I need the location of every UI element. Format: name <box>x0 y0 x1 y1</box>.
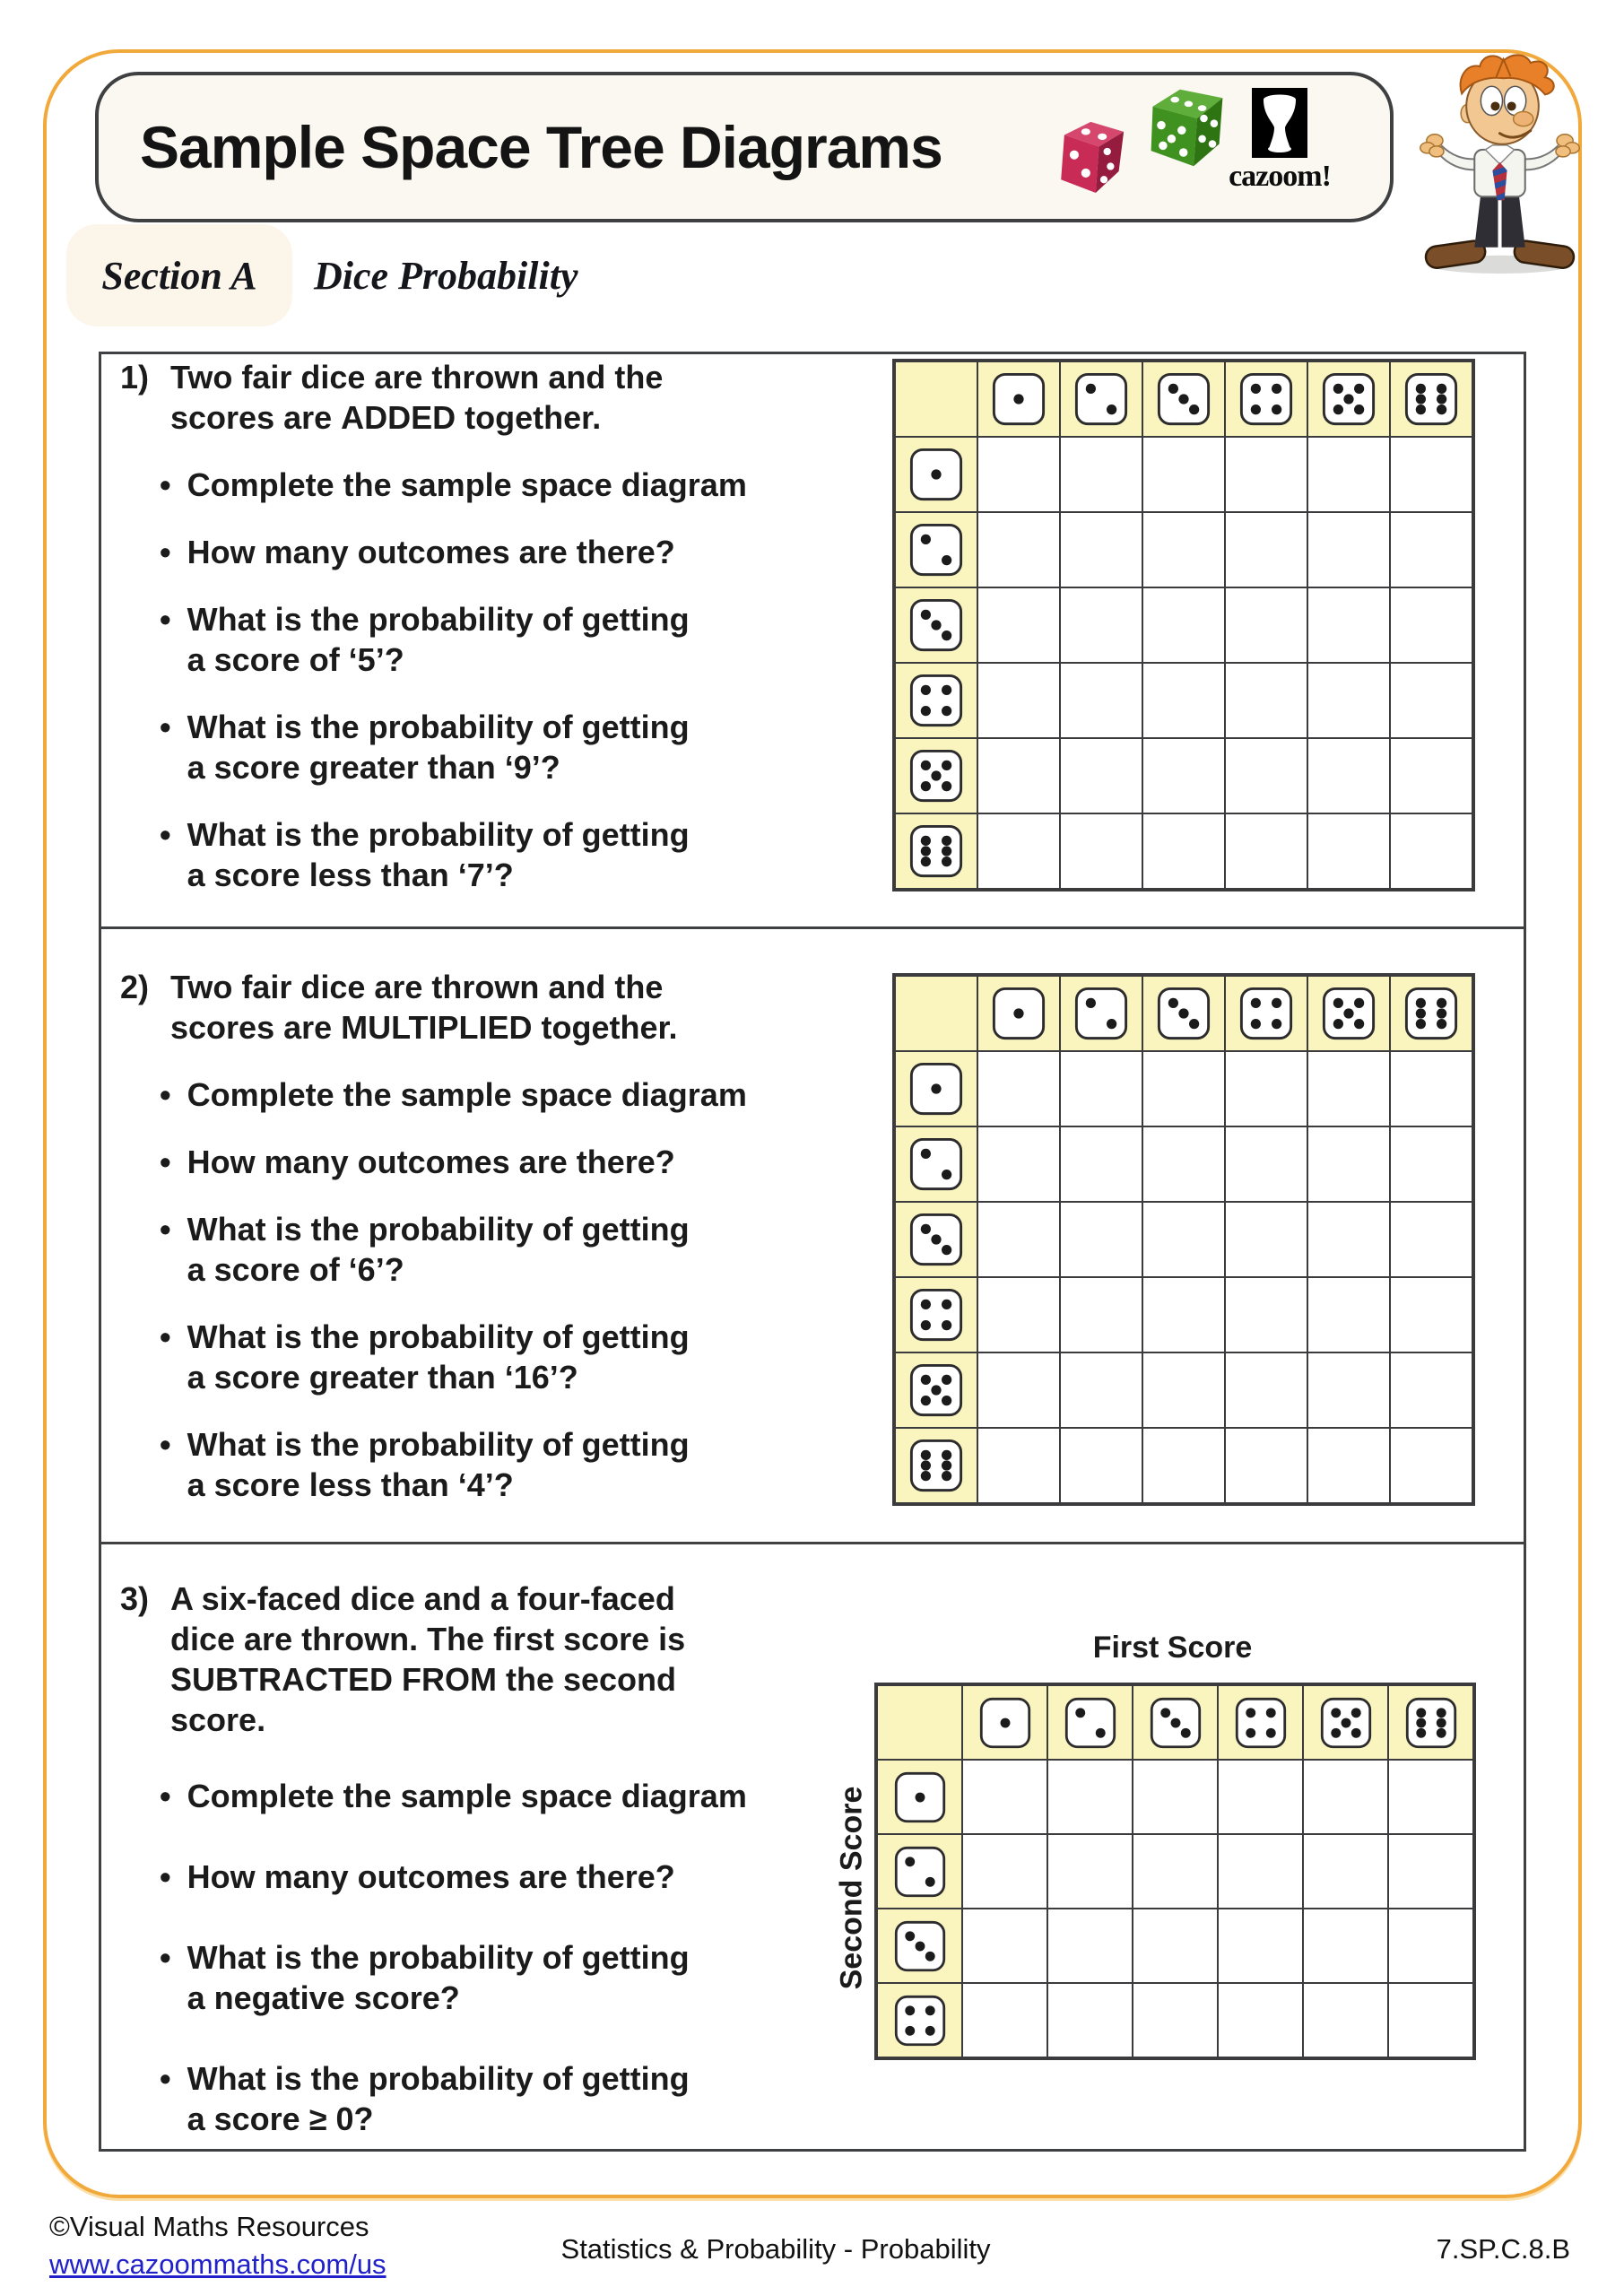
answer-cell-3-5 <box>1307 587 1390 663</box>
row-header-die-1 <box>895 1051 977 1126</box>
die-4-icon <box>1238 371 1294 427</box>
answer-cell-4-2 <box>1060 1277 1142 1352</box>
die-3-icon <box>1156 371 1211 427</box>
die-6-icon <box>1404 1696 1458 1750</box>
grid-corner-cell <box>877 1685 962 1760</box>
mascot-character <box>1408 52 1592 278</box>
row-header-die-5 <box>895 1352 977 1428</box>
answer-cell-2-1 <box>977 512 1060 587</box>
answer-cell-3-3 <box>1133 1909 1218 1983</box>
die-1-icon <box>991 371 1046 427</box>
answer-cell-4-4 <box>1225 1277 1307 1352</box>
answer-cell-4-1 <box>962 1983 1047 2057</box>
q1-bullet-4: • What is the probability of getting a score greater than ‘9’? <box>160 709 690 786</box>
answer-cell-4-6 <box>1390 663 1472 738</box>
answer-cell-1-5 <box>1303 1760 1388 1834</box>
answer-cell-1-5 <box>1307 1051 1390 1126</box>
die-5-icon <box>1321 986 1376 1041</box>
die-6-icon <box>1403 371 1459 427</box>
answer-cell-1-2 <box>1047 1760 1133 1834</box>
row-header-die-4 <box>895 1277 977 1352</box>
answer-cell-3-6 <box>1390 1202 1472 1277</box>
answer-cell-3-4 <box>1218 1909 1303 1983</box>
col-header-die-4 <box>1218 1685 1303 1760</box>
answer-cell-4-6 <box>1388 1983 1473 2057</box>
die-2-icon <box>893 1845 947 1899</box>
answer-cell-6-3 <box>1142 1428 1225 1503</box>
answer-cell-2-4 <box>1225 512 1307 587</box>
q3-bullet-2: • How many outcomes are there? <box>160 1858 675 1895</box>
die-4-icon <box>908 673 964 728</box>
q3-bullet-4: • What is the probability of getting a score ≥ 0? <box>160 2060 690 2137</box>
answer-cell-6-3 <box>1142 813 1225 889</box>
die-2-icon <box>1064 1696 1117 1750</box>
footer-topic: Statistics & Probability - Probability <box>560 2233 991 2265</box>
answer-cell-1-4 <box>1225 1051 1307 1126</box>
section-title: Dice Probability <box>314 253 578 298</box>
row-header-die-1 <box>895 437 977 512</box>
answer-cell-6-4 <box>1225 813 1307 889</box>
question-1-statement: 1) Two fair dice are thrown and the scores are ADDED together. <box>120 359 664 436</box>
answer-cell-2-2 <box>1060 1126 1142 1202</box>
answer-cell-6-5 <box>1307 1428 1390 1503</box>
q3-bullet-1: • Complete the sample space diagram <box>160 1778 747 1814</box>
answer-cell-3-5 <box>1307 1202 1390 1277</box>
answer-cell-3-5 <box>1303 1909 1388 1983</box>
q1-sample-space-grid <box>892 359 1475 891</box>
answer-cell-1-2 <box>1060 1051 1142 1126</box>
answer-cell-3-3 <box>1142 1202 1225 1277</box>
row-header-die-2 <box>895 512 977 587</box>
q1-bullet-2: • How many outcomes are there? <box>160 534 675 570</box>
answer-cell-3-1 <box>962 1909 1047 1983</box>
answer-cell-3-1 <box>977 1202 1060 1277</box>
question-2-statement: 2) Two fair dice are thrown and the scores are MULTIPLIED together. <box>120 969 678 1046</box>
answer-cell-2-3 <box>1142 512 1225 587</box>
die-6-icon <box>908 823 964 879</box>
question-2-number: 2) <box>120 969 150 1005</box>
q2-bullet-2: • How many outcomes are there? <box>160 1144 675 1180</box>
dice-illustration <box>1051 79 1244 213</box>
die-2-icon <box>908 1136 964 1192</box>
q3-bullet-3: • What is the probability of getting a negative score? <box>160 1939 690 2016</box>
row-header-die-4 <box>895 663 977 738</box>
col-header-die-3 <box>1133 1685 1218 1760</box>
answer-cell-1-4 <box>1218 1760 1303 1834</box>
answer-cell-1-6 <box>1388 1760 1473 1834</box>
answer-cell-2-2 <box>1060 512 1142 587</box>
answer-cell-3-4 <box>1225 1202 1307 1277</box>
grid-corner-cell <box>895 361 977 437</box>
q2-bullet-4: • What is the probability of getting a score greater than ‘16’? <box>160 1318 690 1396</box>
answer-cell-3-4 <box>1225 587 1307 663</box>
answer-cell-4-3 <box>1142 1277 1225 1352</box>
die-1-icon <box>893 1770 947 1824</box>
answer-cell-6-2 <box>1060 813 1142 889</box>
answer-cell-6-1 <box>977 813 1060 889</box>
answer-cell-5-4 <box>1225 1352 1307 1428</box>
col-header-die-5 <box>1303 1685 1388 1760</box>
row-header-die-3 <box>877 1909 962 1983</box>
answer-cell-6-5 <box>1307 813 1390 889</box>
answer-cell-2-5 <box>1303 1834 1388 1909</box>
col-header-die-5 <box>1307 976 1390 1051</box>
col-header-die-4 <box>1225 361 1307 437</box>
col-header-die-6 <box>1390 976 1472 1051</box>
answer-cell-6-1 <box>977 1428 1060 1503</box>
die-3-icon <box>1149 1696 1203 1750</box>
answer-cell-4-5 <box>1307 663 1390 738</box>
die-4-icon <box>1234 1696 1288 1750</box>
cazoommaths-link[interactable]: www.cazoommaths.com/us <box>49 2248 386 2280</box>
answer-cell-2-3 <box>1133 1834 1218 1909</box>
answer-cell-6-6 <box>1390 1428 1472 1503</box>
die-2-icon <box>908 522 964 578</box>
question-3-statement: 3) A six-faced dice and a four-faced dice are thrown. The first score is SUBTRACTED FROM the second score. <box>120 1580 686 1738</box>
q1-bullet-3: • What is the probability of getting a score of ‘5’? <box>160 601 690 678</box>
answer-cell-2-1 <box>962 1834 1047 1909</box>
answer-cell-2-2 <box>1047 1834 1133 1909</box>
answer-cell-1-6 <box>1390 1051 1472 1126</box>
answer-cell-6-2 <box>1060 1428 1142 1503</box>
answer-cell-2-4 <box>1218 1834 1303 1909</box>
answer-cell-6-4 <box>1225 1428 1307 1503</box>
grid-corner-cell <box>895 976 977 1051</box>
question-1 <box>120 357 882 895</box>
answer-cell-6-6 <box>1390 813 1472 889</box>
first-score-label: First Score <box>1092 1631 1253 1665</box>
answer-cell-4-3 <box>1142 663 1225 738</box>
divider-q1-q2 <box>101 926 1524 929</box>
page-title: Sample Space Tree Diagrams <box>140 114 942 180</box>
answer-cell-5-1 <box>977 738 1060 813</box>
answer-cell-1-5 <box>1307 437 1390 512</box>
row-header-die-5 <box>895 738 977 813</box>
die-6-icon <box>1403 986 1459 1041</box>
answer-cell-5-6 <box>1390 738 1472 813</box>
copyright-text: ©Visual Maths Resources <box>49 2211 369 2242</box>
die-1-icon <box>908 447 964 502</box>
die-3-icon <box>908 1212 964 1267</box>
answer-cell-5-5 <box>1307 738 1390 813</box>
answer-cell-3-6 <box>1388 1909 1473 1983</box>
row-header-die-2 <box>877 1834 962 1909</box>
col-header-die-1 <box>977 976 1060 1051</box>
answer-cell-1-3 <box>1142 437 1225 512</box>
q1-bullet-1: • Complete the sample space diagram <box>160 466 747 503</box>
die-1-icon <box>991 986 1046 1041</box>
question-3 <box>120 1578 882 2139</box>
answer-cell-1-1 <box>977 437 1060 512</box>
answer-cell-5-3 <box>1142 1352 1225 1428</box>
col-header-die-1 <box>977 361 1060 437</box>
answer-cell-2-4 <box>1225 1126 1307 1202</box>
die-3-icon <box>893 1919 947 1973</box>
q1-bullet-5: • What is the probability of getting a score less than ‘7’? <box>160 816 690 893</box>
answer-cell-4-5 <box>1307 1277 1390 1352</box>
answer-cell-3-6 <box>1390 587 1472 663</box>
answer-cell-2-6 <box>1388 1834 1473 1909</box>
answer-cell-1-3 <box>1133 1760 1218 1834</box>
die-5-icon <box>1319 1696 1373 1750</box>
answer-cell-5-2 <box>1060 1352 1142 1428</box>
q3-sample-space-grid <box>874 1683 1476 2060</box>
question-1-number: 1) <box>120 359 150 396</box>
answer-cell-2-6 <box>1390 1126 1472 1202</box>
die-3-icon <box>1156 986 1211 1041</box>
question-2 <box>120 967 882 1505</box>
row-header-die-3 <box>895 587 977 663</box>
answer-cell-5-5 <box>1307 1352 1390 1428</box>
die-1-icon <box>908 1061 964 1117</box>
die-5-icon <box>908 1362 964 1418</box>
q2-sample-space-grid <box>892 973 1475 1506</box>
die-4-icon <box>1238 986 1294 1041</box>
row-header-die-6 <box>895 1428 977 1503</box>
answer-cell-1-6 <box>1390 437 1472 512</box>
col-header-die-5 <box>1307 361 1390 437</box>
answer-cell-4-2 <box>1060 663 1142 738</box>
col-header-die-3 <box>1142 976 1225 1051</box>
answer-cell-2-5 <box>1307 1126 1390 1202</box>
answer-cell-5-6 <box>1390 1352 1472 1428</box>
answer-cell-4-6 <box>1390 1277 1472 1352</box>
row-header-die-3 <box>895 1202 977 1277</box>
die-5-icon <box>1321 371 1376 427</box>
col-header-die-2 <box>1060 976 1142 1051</box>
col-header-die-2 <box>1047 1685 1133 1760</box>
die-2-icon <box>1073 371 1129 427</box>
section-label: Section A <box>101 253 257 298</box>
die-6-icon <box>908 1438 964 1493</box>
section-label-pill <box>66 224 292 326</box>
answer-cell-2-3 <box>1142 1126 1225 1202</box>
answer-cell-3-3 <box>1142 587 1225 663</box>
answer-cell-4-2 <box>1047 1983 1133 2057</box>
row-header-die-6 <box>895 813 977 889</box>
answer-cell-5-4 <box>1225 738 1307 813</box>
q2-bullet-1: • Complete the sample space diagram <box>160 1076 747 1113</box>
row-header-die-4 <box>877 1983 962 2057</box>
second-score-label: Second Score <box>834 1786 869 1990</box>
die-5-icon <box>908 748 964 804</box>
col-header-die-6 <box>1388 1685 1473 1760</box>
answer-cell-5-1 <box>977 1352 1060 1428</box>
answer-cell-3-2 <box>1047 1909 1133 1983</box>
answer-cell-4-4 <box>1225 663 1307 738</box>
divider-q2-q3 <box>101 1542 1524 1544</box>
die-2-icon <box>1073 986 1129 1041</box>
row-header-die-1 <box>877 1760 962 1834</box>
answer-cell-4-5 <box>1303 1983 1388 2057</box>
cazoom-logo <box>1221 88 1338 194</box>
answer-cell-4-1 <box>977 1277 1060 1352</box>
footer-standard-code: 7.SP.C.8.B <box>1436 2233 1570 2265</box>
answer-cell-1-1 <box>977 1051 1060 1126</box>
cazoom-logo-text: cazoom! <box>1229 160 1331 193</box>
col-header-die-4 <box>1225 976 1307 1051</box>
answer-cell-2-5 <box>1307 512 1390 587</box>
col-header-die-1 <box>962 1685 1047 1760</box>
answer-cell-3-1 <box>977 587 1060 663</box>
col-header-die-2 <box>1060 361 1142 437</box>
red-die-icon <box>1061 122 1124 193</box>
title-banner <box>95 72 1394 222</box>
die-4-icon <box>893 1994 947 2048</box>
answer-cell-5-2 <box>1060 738 1142 813</box>
die-1-icon <box>978 1696 1032 1750</box>
q2-bullet-5: • What is the probability of getting a score less than ‘4’? <box>160 1426 690 1503</box>
answer-cell-4-1 <box>977 663 1060 738</box>
answer-cell-1-4 <box>1225 437 1307 512</box>
answer-cell-2-1 <box>977 1126 1060 1202</box>
answer-cell-3-2 <box>1060 1202 1142 1277</box>
row-header-die-2 <box>895 1126 977 1202</box>
col-header-die-3 <box>1142 361 1225 437</box>
q2-bullet-3: • What is the probability of getting a score of ‘6’? <box>160 1211 690 1288</box>
answer-cell-3-2 <box>1060 587 1142 663</box>
answer-cell-1-2 <box>1060 437 1142 512</box>
answer-cell-1-3 <box>1142 1051 1225 1126</box>
die-4-icon <box>908 1287 964 1343</box>
answer-cell-5-3 <box>1142 738 1225 813</box>
drum-icon <box>1252 88 1307 158</box>
answer-cell-4-4 <box>1218 1983 1303 2057</box>
green-die-icon <box>1151 90 1223 167</box>
die-3-icon <box>908 597 964 653</box>
col-header-die-6 <box>1390 361 1472 437</box>
answer-cell-2-6 <box>1390 512 1472 587</box>
answer-cell-4-3 <box>1133 1983 1218 2057</box>
answer-cell-1-1 <box>962 1760 1047 1834</box>
question-3-number: 3) <box>120 1580 150 1617</box>
